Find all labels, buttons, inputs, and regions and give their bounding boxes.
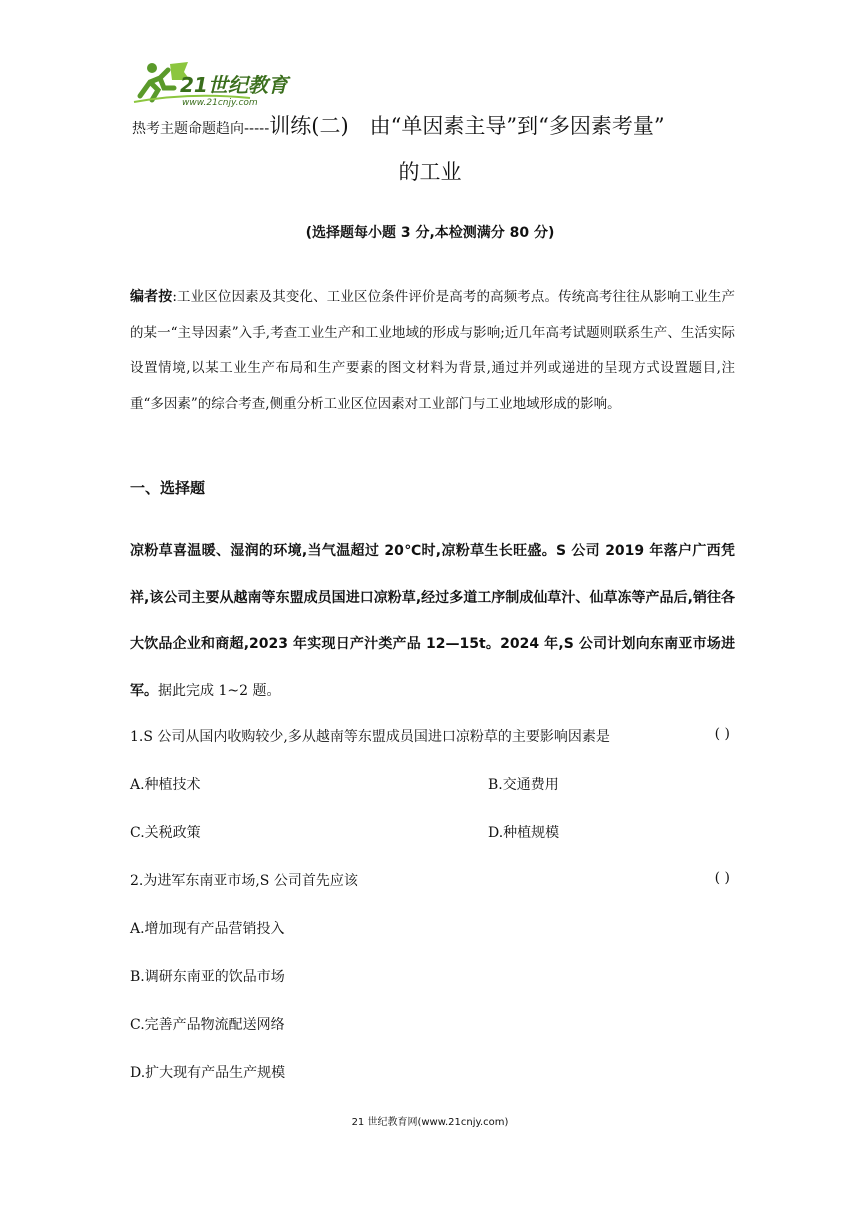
page-title [132, 110, 772, 140]
material-text: 凉粉草喜温暖、湿润的环境,当气温超过 20℃时,凉粉草生长旺盛。S 公司 2019 年落户广西凭祥,该公司主要从越南等东盟成员国进口凉粉草,经过多道工序制成仙草汁、仙草冻等产品后,销往各大饮品企业和商超,2023 年实现日产汁类产品 12—15t。2024 年,S 公司计划向东南亚市场进军。 [130, 543, 735, 699]
question-2-option-b: B.调研东南亚的饮品市场 [130, 969, 285, 985]
question-1-option-d: D.种植规模 [488, 825, 560, 841]
question-1-stem [130, 726, 730, 746]
question-1-text: 1.S 公司从国内收购较少,多从越南等东盟成员国进口凉粉草的主要影响因素是 [130, 729, 610, 745]
editor-note-label: 编者按 [130, 289, 173, 305]
question-2-option-a: A.增加现有产品营销投入 [130, 921, 285, 937]
section-title: 一、选择题 [130, 479, 206, 497]
question-2-text: 2.为进军东南亚市场,S 公司首先应该 [130, 873, 358, 889]
question-2-option-d: D.扩大现有产品生产规模 [130, 1065, 286, 1081]
logo-url-text: www.21cnjy.com [182, 98, 258, 108]
title-main: 训练(二) 由“单因素主导”到“多因素考量” [269, 114, 665, 138]
question-2-option-c: C.完善产品物流配送网络 [130, 1017, 285, 1033]
question-2-answer-paren: ( ) [714, 870, 730, 886]
score-note: (选择题每小题 3 分,本检测满分 80 分) [305, 225, 555, 241]
question-1-option-a: A.种植技术 [130, 777, 201, 793]
question-material [130, 528, 735, 714]
site-logo [130, 58, 300, 108]
material-tail: 据此完成 1~2 题。 [158, 682, 281, 699]
title-line2: 的工业 [398, 160, 462, 184]
question-1-option-b: B.交通费用 [488, 777, 559, 793]
question-1-answer-paren: ( ) [714, 726, 730, 742]
question-1-option-c: C.关税政策 [130, 825, 201, 841]
logo-brand-text: 21世纪教育 [180, 73, 288, 97]
logo-graphic [130, 58, 300, 108]
editor-note-text: :工业区位因素及其变化、工业区位条件评价是高考的高频考点。传统高考往往从影响工业生产的某一“主导因素”入手,考查工业生产和工业地域的形成与影响;近几年高考试题则联系生产、生活实际设置情境,以某工业生产布局和生产要素的图文材料为背景,通过并列或递进的呈现方式设置题目,注重“多因素”的综合考查,侧重分析工业区位因素对工业部门与工业地域形成的影响。 [130, 289, 735, 412]
title-prefix: 热考主题命题趋向----- [132, 121, 270, 137]
question-2-stem [130, 870, 730, 890]
editor-note [130, 280, 735, 422]
page-footer: 21 世纪教育网(www.21cnjy.com) [351, 1117, 509, 1128]
